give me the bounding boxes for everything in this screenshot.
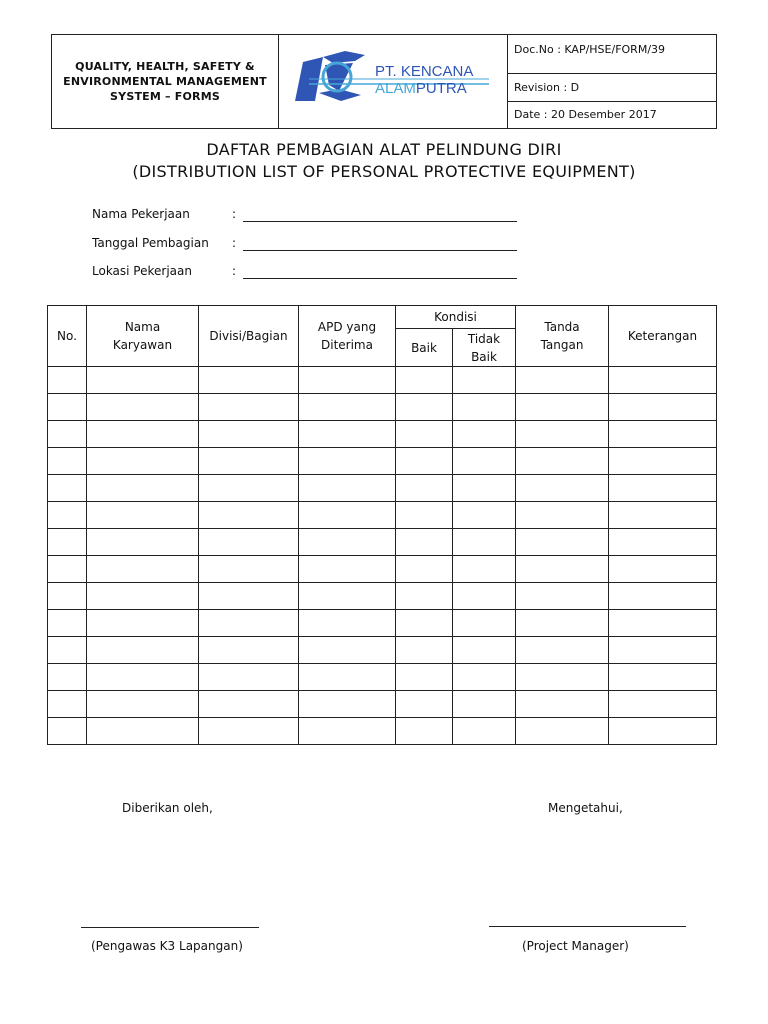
table-cell[interactable] xyxy=(199,367,299,394)
table-cell[interactable] xyxy=(609,529,717,556)
table-cell[interactable] xyxy=(299,556,396,583)
table-cell[interactable] xyxy=(87,583,199,610)
table-cell[interactable] xyxy=(299,610,396,637)
table-cell[interactable] xyxy=(199,448,299,475)
table-cell[interactable] xyxy=(199,664,299,691)
table-cell[interactable] xyxy=(87,691,199,718)
company-logo-cell xyxy=(279,35,508,128)
document-header xyxy=(51,34,717,129)
table-cell[interactable] xyxy=(396,664,453,691)
table-row xyxy=(48,583,717,610)
manager-role: (Project Manager) xyxy=(522,939,629,953)
table-row xyxy=(48,637,717,664)
table-cell[interactable] xyxy=(48,367,87,394)
table-cell[interactable] xyxy=(199,637,299,664)
col-header-signature: Tanda Tangan xyxy=(516,306,609,367)
table-row xyxy=(48,556,717,583)
table-cell[interactable] xyxy=(516,637,609,664)
table-cell[interactable] xyxy=(48,664,87,691)
table-cell[interactable] xyxy=(48,637,87,664)
system-title-line: ENVIRONMENTAL MANAGEMENT xyxy=(63,75,267,88)
table-cell[interactable] xyxy=(299,502,396,529)
table-cell[interactable] xyxy=(609,664,717,691)
table-cell[interactable] xyxy=(453,556,516,583)
col-header-condition: Kondisi xyxy=(396,306,516,329)
table-cell[interactable] xyxy=(299,664,396,691)
table-cell[interactable] xyxy=(199,394,299,421)
table-cell[interactable] xyxy=(48,394,87,421)
col-header-employee-name: Nama Karyawan xyxy=(87,306,199,367)
col-header-not-good: Tidak Baik xyxy=(453,329,516,367)
table-cell[interactable] xyxy=(516,610,609,637)
table-row xyxy=(48,394,717,421)
table-cell[interactable] xyxy=(199,502,299,529)
table-cell[interactable] xyxy=(299,394,396,421)
table-cell[interactable] xyxy=(299,691,396,718)
table-cell[interactable] xyxy=(87,367,199,394)
table-cell[interactable] xyxy=(299,583,396,610)
document-info-cell xyxy=(508,35,716,128)
table-row xyxy=(48,610,717,637)
table-cell[interactable] xyxy=(396,475,453,502)
logo-mark-right xyxy=(323,51,365,63)
table-cell[interactable] xyxy=(396,367,453,394)
table-cell[interactable] xyxy=(609,583,717,610)
acknowledged-label: Mengetahui, xyxy=(548,801,623,815)
doc-number: Doc.No : KAP/HSE/FORM/39 xyxy=(508,35,716,74)
table-cell[interactable] xyxy=(609,421,717,448)
table-cell[interactable] xyxy=(396,394,453,421)
table-cell[interactable] xyxy=(299,367,396,394)
table-row xyxy=(48,691,717,718)
doc-date: Date : 20 Desember 2017 xyxy=(514,108,657,121)
supervisor-role: (Pengawas K3 Lapangan) xyxy=(91,939,243,953)
table-cell[interactable] xyxy=(87,718,199,745)
table-cell[interactable] xyxy=(453,529,516,556)
table-cell[interactable] xyxy=(48,421,87,448)
table-cell[interactable] xyxy=(516,502,609,529)
table-cell[interactable] xyxy=(199,556,299,583)
table-cell[interactable] xyxy=(87,529,199,556)
table-cell[interactable] xyxy=(453,367,516,394)
table-row xyxy=(48,718,717,745)
table-cell[interactable] xyxy=(516,394,609,421)
table-row xyxy=(48,664,717,691)
table-cell[interactable] xyxy=(199,691,299,718)
table-cell[interactable] xyxy=(87,556,199,583)
table-cell[interactable] xyxy=(609,637,717,664)
table-cell[interactable] xyxy=(609,718,717,745)
company-name-line2: ALAMPUTRA xyxy=(375,80,467,97)
table-cell[interactable] xyxy=(453,421,516,448)
table-cell[interactable] xyxy=(299,448,396,475)
signature-line-supervisor[interactable] xyxy=(81,927,259,928)
table-cell[interactable] xyxy=(396,502,453,529)
system-title-line: SYSTEM – FORMS xyxy=(110,90,220,103)
table-cell[interactable] xyxy=(199,421,299,448)
col-header-good: Baik xyxy=(396,329,453,367)
system-title-line: QUALITY, HEALTH, SAFETY & xyxy=(75,60,255,73)
col-header-division: Divisi/Bagian xyxy=(199,306,299,367)
table-cell[interactable] xyxy=(87,421,199,448)
table-cell[interactable] xyxy=(199,583,299,610)
field-line-job-name[interactable] xyxy=(243,221,517,222)
table-cell[interactable] xyxy=(396,610,453,637)
table-row xyxy=(48,529,717,556)
table-cell[interactable] xyxy=(516,475,609,502)
table-cell[interactable] xyxy=(199,475,299,502)
table-cell[interactable] xyxy=(516,367,609,394)
table-cell[interactable] xyxy=(396,448,453,475)
table-cell[interactable] xyxy=(48,502,87,529)
table-row xyxy=(48,367,717,394)
field-line-distribution-date[interactable] xyxy=(243,250,517,251)
table-cell[interactable] xyxy=(609,610,717,637)
field-label-distribution-date: Tanggal Pembagian xyxy=(92,236,209,250)
table-cell[interactable] xyxy=(87,502,199,529)
company-logo xyxy=(279,35,506,128)
table-cell[interactable] xyxy=(396,691,453,718)
table-cell[interactable] xyxy=(609,475,717,502)
field-colon: : xyxy=(232,236,237,250)
table-cell[interactable] xyxy=(199,610,299,637)
col-header-remarks: Keterangan xyxy=(609,306,717,367)
table-cell[interactable] xyxy=(516,718,609,745)
table-cell[interactable] xyxy=(48,448,87,475)
table-cell[interactable] xyxy=(516,583,609,610)
table-cell[interactable] xyxy=(453,394,516,421)
table-row xyxy=(48,448,717,475)
col-header-no: No. xyxy=(48,306,87,367)
given-by-label: Diberikan oleh, xyxy=(122,801,213,815)
table-cell[interactable] xyxy=(453,475,516,502)
table-cell[interactable] xyxy=(516,448,609,475)
title-indonesian: DAFTAR PEMBAGIAN ALAT PELINDUNG DIRI xyxy=(206,140,562,159)
table-cell[interactable] xyxy=(453,691,516,718)
table-cell[interactable] xyxy=(516,691,609,718)
table-cell[interactable] xyxy=(396,421,453,448)
field-label-job-name: Nama Pekerjaan xyxy=(92,207,190,221)
table-cell[interactable] xyxy=(396,583,453,610)
table-cell[interactable] xyxy=(299,529,396,556)
table-cell[interactable] xyxy=(87,394,199,421)
table-cell[interactable] xyxy=(453,502,516,529)
table-cell[interactable] xyxy=(48,583,87,610)
table-cell[interactable] xyxy=(609,367,717,394)
table-cell[interactable] xyxy=(453,718,516,745)
table-cell[interactable] xyxy=(453,637,516,664)
table-cell[interactable] xyxy=(299,718,396,745)
field-line-job-location[interactable] xyxy=(243,278,517,279)
table-cell[interactable] xyxy=(609,448,717,475)
table-cell[interactable] xyxy=(48,475,87,502)
table-cell[interactable] xyxy=(453,583,516,610)
table-cell[interactable] xyxy=(516,421,609,448)
table-cell[interactable] xyxy=(609,502,717,529)
table-cell[interactable] xyxy=(609,394,717,421)
table-row xyxy=(48,502,717,529)
table-cell[interactable] xyxy=(48,610,87,637)
table-cell[interactable] xyxy=(516,556,609,583)
system-title-cell xyxy=(52,35,279,128)
table-cell[interactable] xyxy=(453,610,516,637)
table-cell[interactable] xyxy=(396,556,453,583)
field-label-job-location: Lokasi Pekerjaan xyxy=(92,264,192,278)
table-cell[interactable] xyxy=(396,718,453,745)
table-cell[interactable] xyxy=(48,691,87,718)
table-cell[interactable] xyxy=(609,691,717,718)
field-colon: : xyxy=(232,264,237,278)
ppe-distribution-table xyxy=(47,305,717,745)
table-cell[interactable] xyxy=(87,664,199,691)
table-cell[interactable] xyxy=(87,637,199,664)
table-cell[interactable] xyxy=(453,448,516,475)
table-cell[interactable] xyxy=(453,664,516,691)
title-english: (DISTRIBUTION LIST OF PERSONAL PROTECTIVE EQUIPMENT) xyxy=(132,162,636,181)
table-cell[interactable] xyxy=(87,610,199,637)
table-cell[interactable] xyxy=(299,637,396,664)
col-header-ppe-received: APD yang Diterima xyxy=(299,306,396,367)
table-cell[interactable] xyxy=(87,475,199,502)
doc-revision: Revision : D xyxy=(508,74,716,102)
table-row xyxy=(48,475,717,502)
table-cell[interactable] xyxy=(48,529,87,556)
field-colon: : xyxy=(232,207,237,221)
table-cell[interactable] xyxy=(48,718,87,745)
table-cell[interactable] xyxy=(396,529,453,556)
table-cell[interactable] xyxy=(48,556,87,583)
table-cell[interactable] xyxy=(516,529,609,556)
table-row xyxy=(48,421,717,448)
table-cell[interactable] xyxy=(516,664,609,691)
table-cell[interactable] xyxy=(87,448,199,475)
table-cell[interactable] xyxy=(609,556,717,583)
table-cell[interactable] xyxy=(299,421,396,448)
table-cell[interactable] xyxy=(199,718,299,745)
company-name-line1: PT. KENCANA xyxy=(375,63,474,80)
signature-line-manager[interactable] xyxy=(489,926,686,927)
table-cell[interactable] xyxy=(299,475,396,502)
table-cell[interactable] xyxy=(396,637,453,664)
table-cell[interactable] xyxy=(199,529,299,556)
